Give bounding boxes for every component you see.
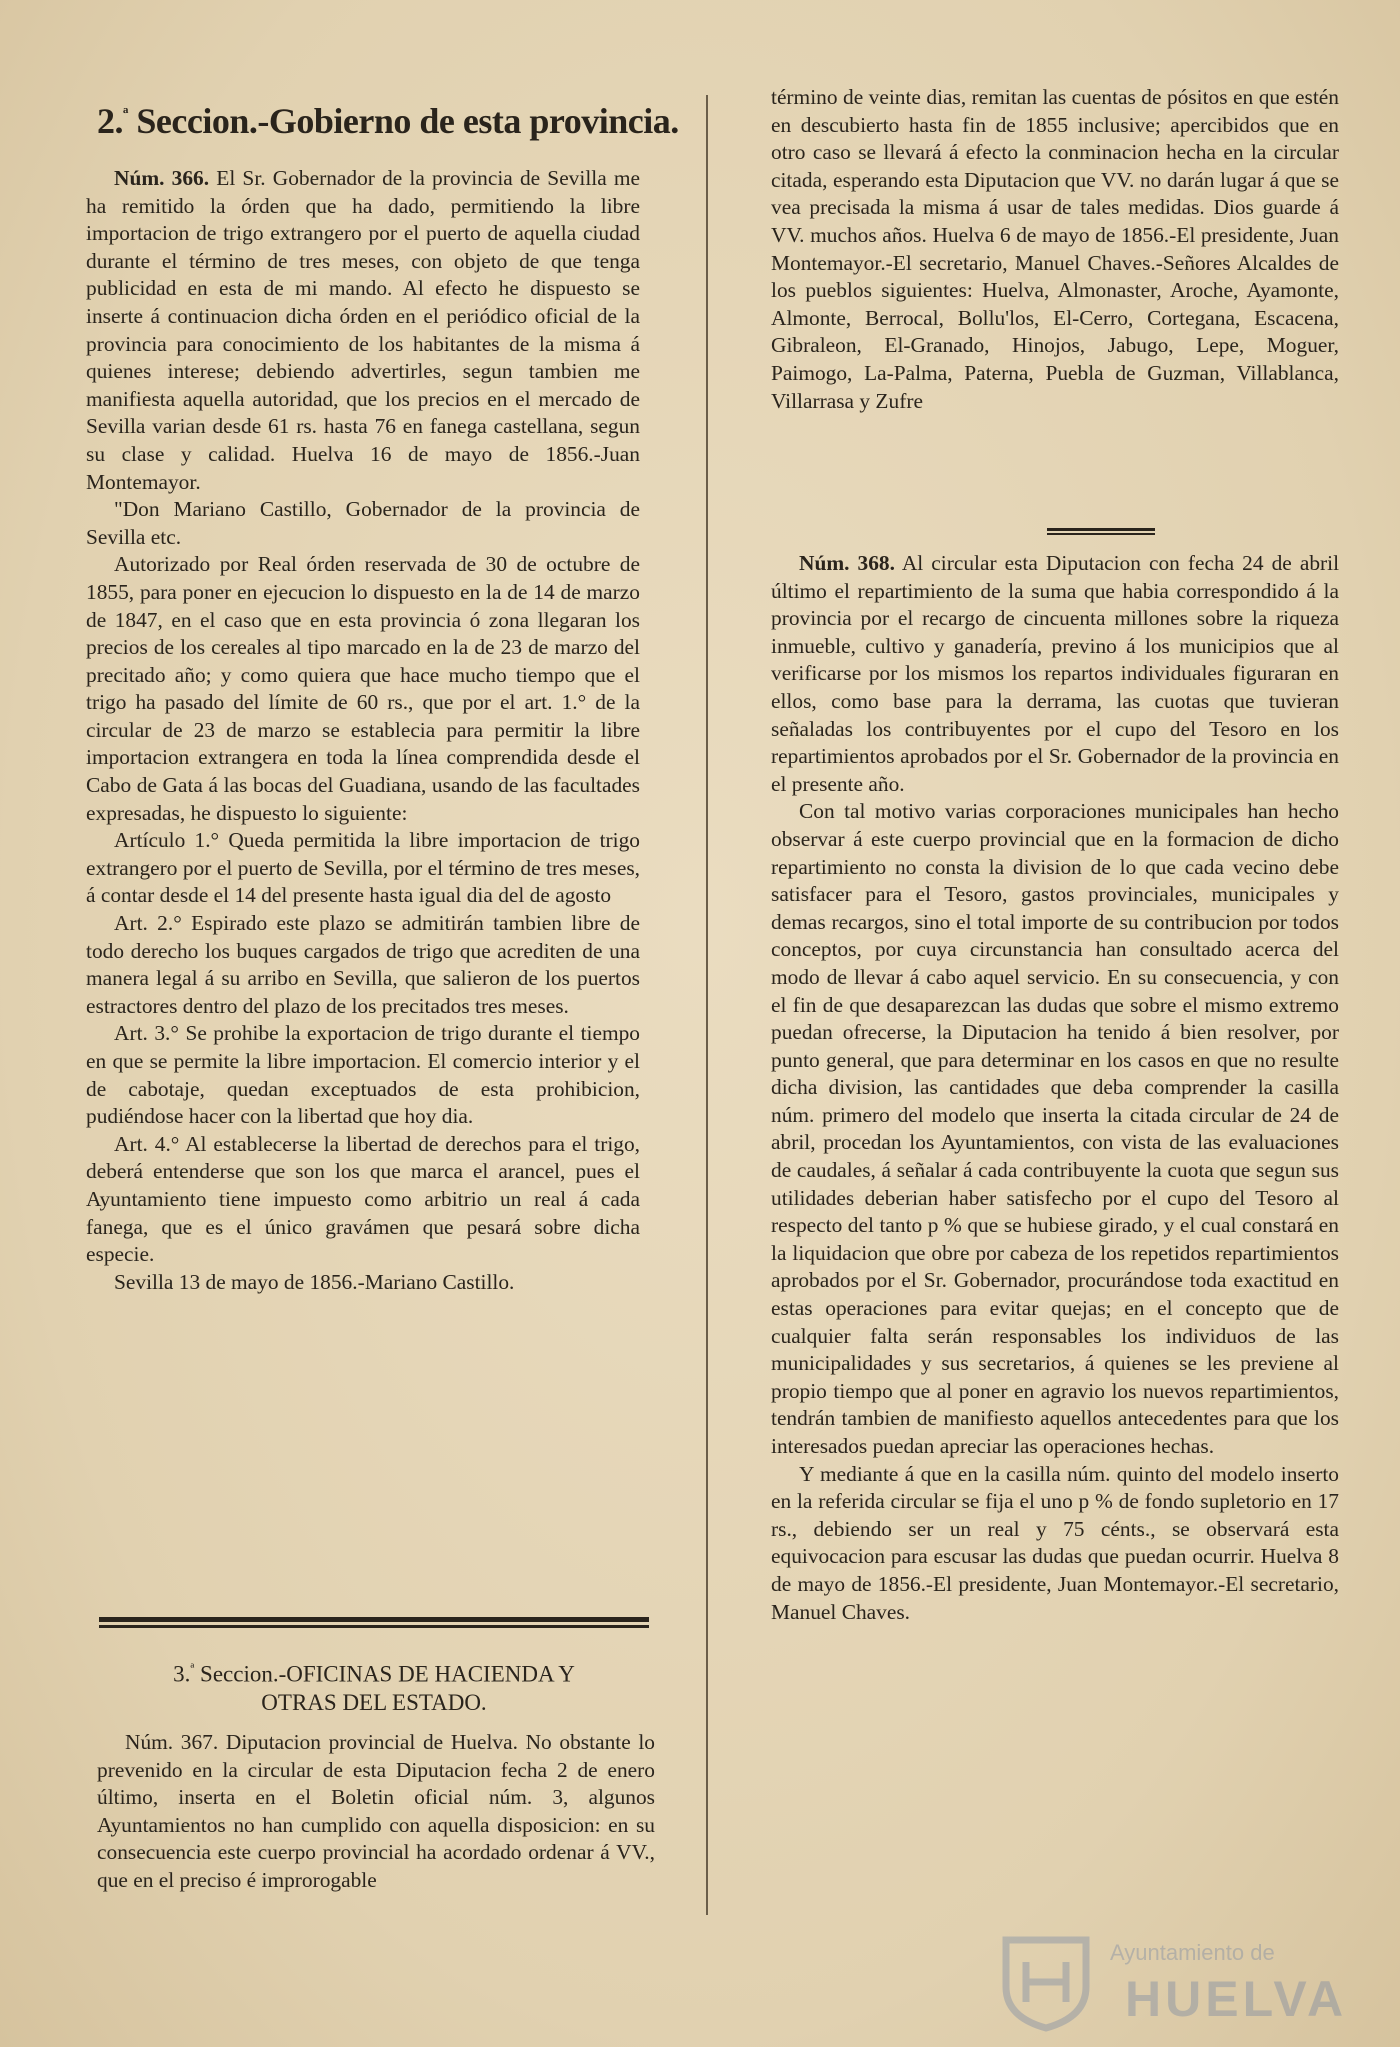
notice-366-number: Núm. 366. (114, 166, 210, 190)
notice-366-article-3 (86, 1020, 640, 1130)
notice-367-part-1 (97, 1729, 655, 1895)
section-3-ordinal: ª (190, 1662, 195, 1677)
notice-366-article-4 (86, 1131, 640, 1269)
notice-367-body-left: Diputacion provincial de Huelva. No obstante lo prevenido en la circular de esta Diputacion fecha 2 de enero último, inserta en el Boletin oficial núm. 3, algunos Ayuntamientos no han cumplido con aquella disposicion: en su consecuencia este cuerpo provincial ha acordado ordenar á VV., que en el preciso é improrogable (97, 1730, 655, 1892)
section-3-line-1 (99, 1656, 649, 1689)
notice-368-number: Núm. 368. (799, 551, 895, 575)
notice-368-paragraph-3: Y mediante á que en la casilla núm. quinto del modelo inserto en la referida circular se fija el uno p % de fondo supletorio en 17 rs., debiendo ser un real y 75 cénts., se observará esta equivocacion para escusar las dudas que puedan ocurrir. Huelva 8 de mayo de 1856.-El presidente, Juan Montemayor.-El secretario, Manuel Chaves. (771, 1461, 1339, 1624)
section-3-heading (99, 1656, 649, 1717)
section-3-title-1: Seccion.-OFICINAS DE HACIENDA Y (200, 1661, 575, 1687)
section-3-title-2: OTRAS DEL ESTADO. (261, 1689, 487, 1715)
article-3-label: Art. 3.° (114, 1021, 179, 1046)
shield-icon (996, 1932, 1096, 2032)
article-1-label: Artículo 1.° (114, 828, 220, 853)
notice-366 (86, 165, 640, 1296)
notice-367-body-right: término de veinte dias, remitan las cuentas de pósitos en que estén en descubierto hasta fin de 1855 inclusive; apercibidos que en otro caso se llevará á efecto la conminacion hecha en la circular citada, esperando esta Diputacion que VV. no darán lugar á que se vea precisada la misma á usar de tales medidas. Dios guarde á VV. muchos años. Huelva 6 de mayo de 1856.-El presidente, Juan Montemayor.-El secretario, Manuel Chaves.-Señores Alcaldes de los pueblos siguientes: Huelva, Almonaster, Aroche, Ayamonte, Almonte, Berrocal, Bollu'los, El-Cerro, Cortegana, Escacena, Gibraleon, El-Granado, Hinojos, Jabugo, Lepe, Moguer, Paimogo, La-Palma, Paterna, Puebla de Guzman, Villablanca, Villarrasa y Zufre (771, 85, 1339, 413)
section-separator (99, 1617, 649, 1628)
article-2-text: Espirado este plazo se admitirán tambien libre de todo derecho los buques cargados de trigo que acrediten de una manera legal á su arribo en Sevilla, que salieron de los puertos estractores dentro del plazo de los precitados tres meses. (86, 911, 640, 1018)
notice-366-article-1 (86, 827, 640, 910)
notice-366-intro (86, 165, 640, 496)
short-separator (1047, 528, 1155, 535)
archive-watermark (990, 1930, 1350, 2040)
notice-367-text-left (97, 1729, 655, 1895)
watermark-line-2: HUELVA (1125, 1971, 1348, 2027)
notice-367-part-2 (771, 84, 1339, 415)
watermark-line-1: Ayuntamiento de (1110, 1940, 1275, 1965)
section-2-number: 2. (97, 101, 123, 141)
notice-366-preamble: Autorizado por Real órden reservada de 30 de octubre de 1855, para poner en ejecucion lo dispuesto en la de 14 de marzo de 1847, en el caso que en esta provincia ó zona llegaran los precios de los cereales al tipo marcado en la de 23 de marzo del precitado año; y como quiera que hace mucho tiempo que el trigo ha pasado del límite de 60 rs., que por el art. 1.° de la circular de 23 de marzo se establecia para permitir la libre importacion extrangera en toda la línea comprendida desde el Cabo de Gata á las bocas del Guadiana, usando de las facultades expresadas, he dispuesto lo siguiente: (86, 552, 640, 825)
notice-368-paragraph-1 (771, 550, 1339, 798)
section-3-number: 3. (173, 1661, 191, 1687)
column-divider (706, 95, 708, 1915)
section-2-title: Seccion.-Gobierno de esta provincia. (136, 101, 679, 141)
notice-367-number: Núm. 367. (125, 1730, 219, 1754)
notice-368-paragraph-2: Con tal motivo varias corporaciones municipales han hecho observar á este cuerpo provincial que en la formacion de dicho repartimiento no consta la division de lo que cada vecino debe satisfacer para el Tesoro, gastos provinciales, municipales y demas recargos, sino el total importe de su contribucion por todos conceptos, por cuya circunstancia han consultado acerca del modo de llevar á cabo aquel servicio. En su consecuencia, y con el fin de que desaparezcan las dudas que sobre el mismo extremo puedan ofrecerse, la Diputacion ha tenido á bien resolver, por punto general, que para determinar en los casos en que no resulte dicha division, las cantidades que deba comprender la casilla núm. primero del modelo que inserta la citada circular de 24 de abril, procedan los Ayuntamientos, con vista de las evaluaciones de caudales, á señalar á cada contribuyente la cuota que segun sus utilidades deberian haber satisfecho por el cupo del Tesoro al respecto del tanto p % que se hubiese girado, y el cual constará en la liquidacion que obre por cabeza de los repetidos repartimientos aprobados por el Sr. Gobernador, procurándose toda exactitud en estas operaciones para evitar quejas; en el concepto que de cualquier falta serán responsables los individuos de las municipalidades y sus secretarios, á quienes se les previene al propio tiempo que al poner en agravio los nuevos repartimientos, tendrán tambien de manifiesto aquellos antecedentes para que los interesados puedan apreciar las operaciones hechas. (771, 799, 1339, 1458)
section-2-ordinal: ª (123, 104, 128, 124)
notice-368-text-1: Al circular esta Diputacion con fecha 24 de abril último el repartimiento de la suma que habia correspondido á la provincia por el recargo de cincuenta millones sobre la riqueza inmueble, cultivo y ganadería, previno á los municipios que al verificarse por los mismos los repartos individuales figuraran en ellos, como base para la derrama, las cuotas que tuvieran señaladas los contribuyentes por el cupo del Tesoro en los repartimientos aprobados por el Sr. Gobernador de la provincia en el presente año. (771, 551, 1340, 796)
notice-366-intro-text: El Sr. Gobernador de la provincia de Sevilla me ha remitido la órden que ha dado, permitiendo la libre importacion de trigo extrangero por el puerto de aquella ciudad durante el término de tres meses, con objeto de que tenga publicidad en esta de mi mando. Al efecto he dispuesto se inserte á continuacion dicha órden en el periódico oficial de la provincia para conocimiento de los habitantes de la misma á quienes interese; debiendo advertirles, segun tambien me manifiesta aquella autoridad, que los precios en el mercado de Sevilla varian desde 61 rs. hasta 76 en fanega castellana, segun su clase y calidad. Huelva 16 de mayo de 1856.-Juan Montemayor. (86, 166, 640, 494)
notice-366-quote-head: "Don Mariano Castillo, Gobernador de la provincia de Sevilla etc. (86, 497, 640, 549)
article-1-text: Queda permitida la libre importacion de trigo extrangero por el puerto de Sevilla, por el término de tres meses, á contar desde el 14 del presente hasta igual dia del de agosto (86, 828, 640, 908)
article-3-text: Se prohibe la exportacion de trigo durante el tiempo en que se permite la libre importacion. El comercio interior y el de cabotaje, quedan exceptuados de esta prohibicion, pudiéndose hacer con la libertad que hoy dia. (86, 1021, 640, 1129)
article-2-label: Art. 2.° (114, 911, 182, 936)
notice-368 (771, 550, 1339, 1626)
article-4-text: Al establecerse la libertad de derechos para el trigo, deberá entenderse que son los que marca el arancel, pues el Ayuntamiento tiene impuesto como arbitrio un real á cada fanega, que es el único gravámen que pesará sobre dicha especie. (86, 1131, 641, 1267)
section-2-heading (97, 90, 679, 145)
notice-366-signature: Sevilla 13 de mayo de 1856.-Mariano Castillo. (114, 1269, 515, 1294)
notice-366-article-2 (86, 910, 640, 1020)
article-4-label: Art. 4.° (114, 1131, 180, 1156)
